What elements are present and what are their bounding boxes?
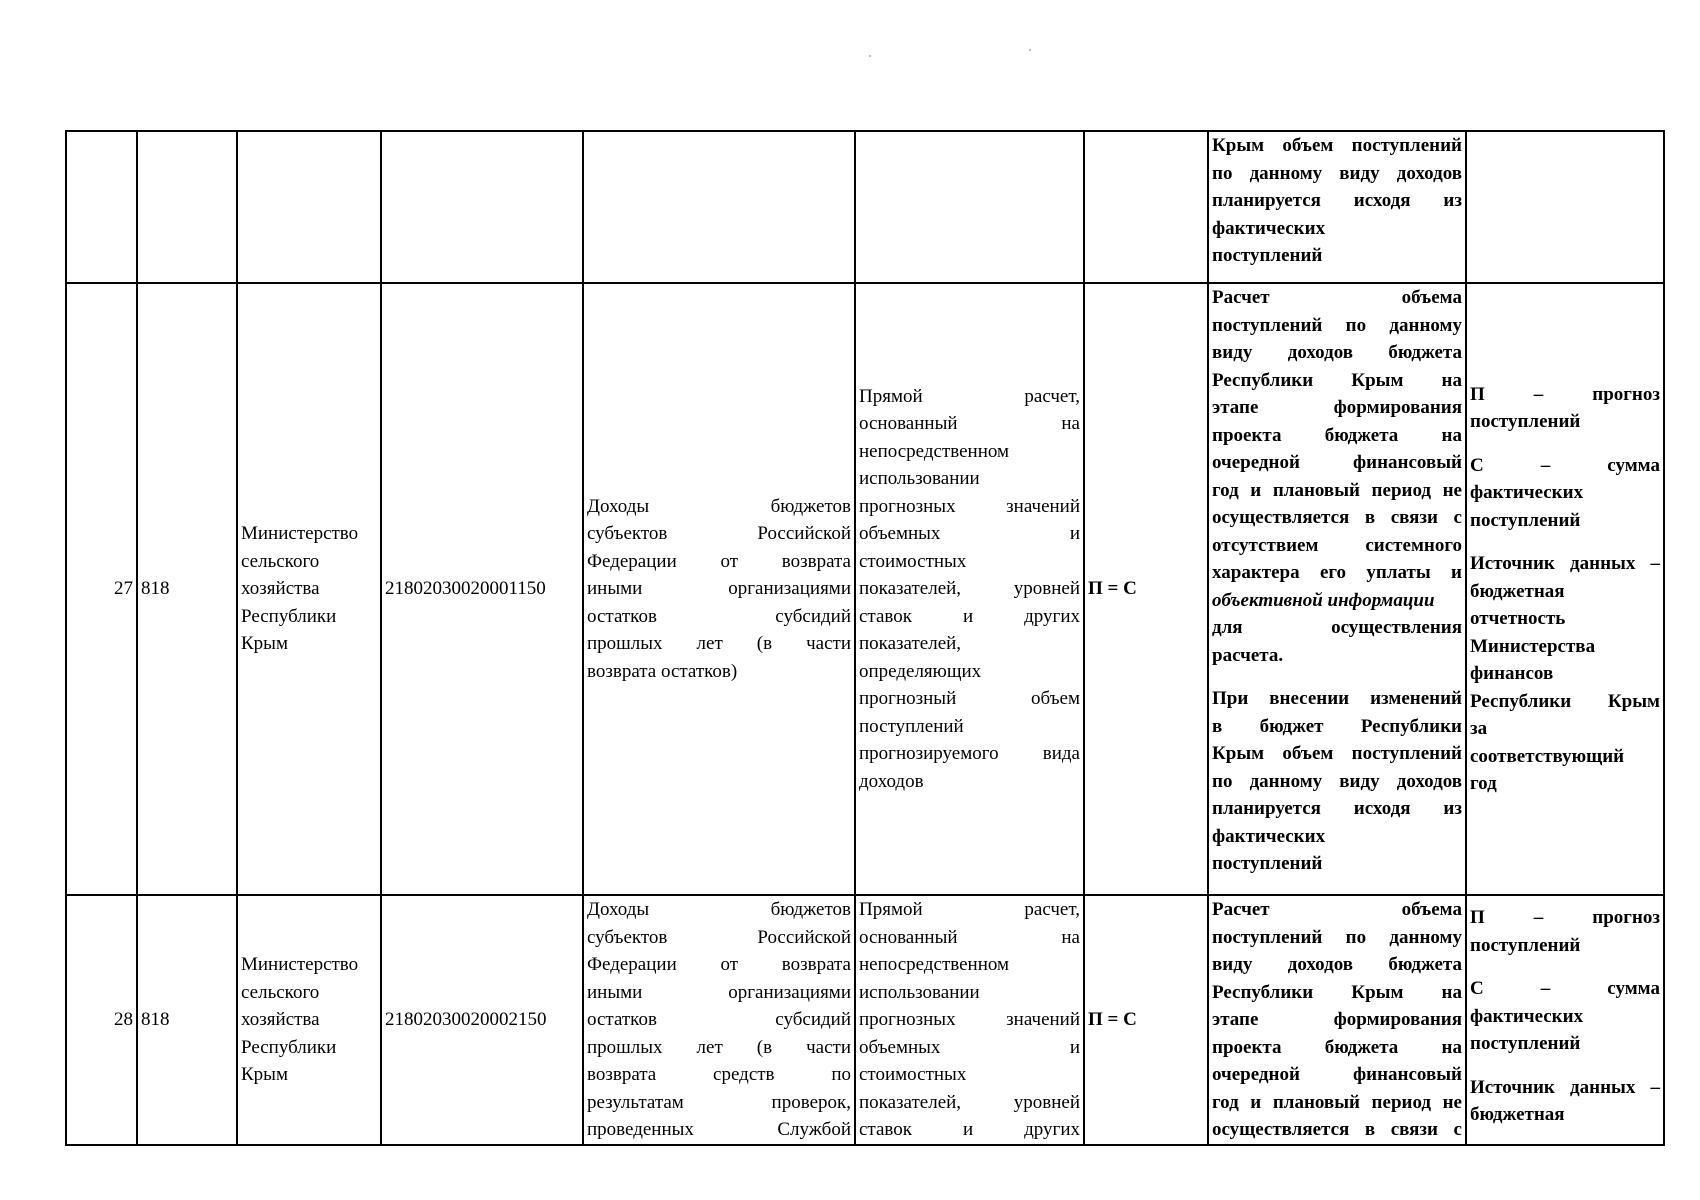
cell-algorithm — [1208, 283, 1466, 895]
ind-line: поступлений — [1470, 1033, 1581, 1054]
algo-line: этапе формирования — [1212, 1009, 1462, 1030]
algo-line: год и плановый период не — [1212, 479, 1462, 501]
algo-line: проекта бюджета на — [1212, 1036, 1462, 1058]
admin-line: Республики — [241, 1036, 337, 1058]
algorithm-paragraph-2 — [1212, 685, 1462, 878]
cell-formula — [1084, 131, 1208, 283]
cell-algorithm — [1208, 131, 1466, 283]
ind-line: отчетность — [1470, 608, 1566, 629]
table-row-27 — [66, 283, 1664, 895]
algo-line: поступлений по данному — [1212, 314, 1462, 336]
algo-line: осуществляется в связи с — [1212, 507, 1462, 528]
ind-line: Республики Крым — [1470, 690, 1660, 712]
algo-line: осуществляется в связи с — [1212, 1119, 1462, 1140]
algo-line: поступлений — [1212, 853, 1323, 874]
algo-line: Расчет объема — [1212, 287, 1462, 308]
algo-line: расчета. — [1212, 644, 1284, 666]
name-line: Доходы бюджетов — [587, 495, 851, 517]
method-line: стоимостных — [859, 1064, 967, 1085]
ind-line: Министерства — [1470, 635, 1596, 657]
ind-line: Источник данных – — [1470, 1076, 1660, 1098]
algo-line: очередной финансовый — [1212, 1064, 1462, 1085]
algo-line: Республики Крым на — [1212, 369, 1462, 391]
name-line: иными организациями — [587, 578, 851, 600]
ind-line: бюджетная — [1470, 1104, 1565, 1125]
ind-line: П – прогноз — [1470, 907, 1660, 928]
name-line: прошлых лет (в части — [587, 1036, 851, 1058]
algorithm-paragraph-1 — [1212, 284, 1462, 669]
name-line: субъектов Российской — [587, 523, 851, 545]
method-line: непосредственном — [859, 954, 1010, 975]
algo-line: год и плановый период не — [1212, 1091, 1462, 1113]
ind-line: бюджетная — [1470, 580, 1565, 602]
algo-line: проекта бюджета на — [1212, 424, 1462, 446]
algo-line: При внесении изменений — [1212, 688, 1462, 709]
cell-name — [583, 895, 855, 1145]
method-line: показателей, уровней — [859, 578, 1080, 600]
table-row-continuation — [66, 131, 1664, 283]
name-line: Доходы бюджетов — [587, 899, 851, 920]
algo-line: этапе формирования — [1212, 397, 1462, 418]
name-line: остатков субсидий — [587, 605, 851, 627]
algo-line: фактических — [1212, 825, 1326, 847]
algo-line: Крым объем поступлений — [1212, 135, 1462, 156]
algo-line: Расчет объема — [1212, 899, 1462, 920]
algo-line: планируется исходя из — [1212, 798, 1462, 819]
algo-line: планируется исходя из — [1212, 190, 1462, 211]
method-line: прогнозный объем — [859, 688, 1080, 710]
cell-indicators — [1466, 283, 1664, 895]
table-row-28 — [66, 895, 1664, 1145]
algo-line: характера его уплаты и — [1212, 562, 1462, 583]
method-line: Прямой расчет, — [859, 899, 1080, 920]
scan-specks — [0, 0, 1700, 130]
name-line: Федерации от возврата — [587, 550, 851, 572]
algo-line: по данному виду доходов — [1212, 162, 1462, 184]
ind-line: Источник данных – — [1470, 553, 1660, 574]
indicator-source — [1470, 550, 1660, 798]
name-line: прошлых лет (в части — [587, 633, 851, 655]
cell-formula: П = С — [1084, 283, 1208, 895]
cell-num — [66, 131, 137, 283]
admin-line: хозяйства — [241, 578, 320, 600]
method-line: основанный на — [859, 926, 1080, 948]
name-line: остатков субсидий — [587, 1009, 851, 1030]
cell-name — [583, 283, 855, 895]
name-line: Федерации от возврата — [587, 954, 851, 975]
indicator-source — [1470, 1074, 1660, 1129]
name-line: возврата остатков) — [587, 660, 738, 682]
algo-line: по данному виду доходов — [1212, 770, 1462, 792]
name-line: проведенных Службой — [587, 1119, 851, 1140]
algo-line-italic: объективной информации — [1212, 589, 1435, 611]
algo-line: Крым объем поступлений — [1212, 743, 1462, 764]
cell-kbk: 21802030020001150 — [381, 283, 583, 895]
method-line: показателей, уровней — [859, 1091, 1080, 1113]
name-line: возврата средств по — [587, 1064, 851, 1085]
cell-code — [137, 131, 237, 283]
cell-indicators — [1466, 131, 1664, 283]
cell-name — [583, 131, 855, 283]
cell-method — [855, 283, 1084, 895]
algo-line: для осуществления — [1212, 617, 1462, 638]
ind-line: за — [1470, 718, 1488, 739]
algo-line: фактических — [1212, 217, 1326, 239]
admin-line: Республики — [241, 605, 337, 627]
name-line: результатам проверок, — [587, 1091, 851, 1113]
method-line: непосредственном — [859, 440, 1010, 462]
algo-line: в бюджет Республики — [1212, 715, 1462, 737]
ind-line: фактических — [1470, 482, 1584, 503]
indicator-sum — [1470, 975, 1660, 1058]
algo-line: очередной финансовый — [1212, 452, 1462, 473]
cell-kbk: 21802030020002150 — [381, 895, 583, 1145]
ind-line: С – сумма — [1470, 454, 1660, 476]
admin-line: Крым — [241, 1064, 288, 1085]
method-line: объемных и — [859, 1036, 1080, 1058]
indicator-sum — [1470, 452, 1660, 535]
indicator-forecast — [1470, 381, 1660, 436]
algo-line: виду доходов бюджета — [1212, 954, 1462, 975]
algo-line: отсутствием системного — [1212, 534, 1462, 556]
cell-formula: П = С — [1084, 895, 1208, 1145]
method-line: использовании — [859, 981, 980, 1003]
cell-admin — [237, 895, 381, 1145]
cell-kbk — [381, 131, 583, 283]
cell-indicators — [1466, 895, 1664, 1145]
indicator-forecast — [1470, 904, 1660, 959]
method-line: объемных и — [859, 523, 1080, 545]
cell-num: 27 — [66, 283, 137, 895]
algo-line: поступлений по данному — [1212, 926, 1462, 948]
method-line: ставок и других — [859, 605, 1080, 627]
method-line: поступлений — [859, 715, 964, 737]
method-line: определяющих — [859, 660, 982, 682]
method-line: доходов — [859, 770, 924, 792]
cell-method — [855, 895, 1084, 1145]
method-line: прогнозных значений — [859, 1009, 1080, 1030]
ind-line: соответствующий — [1470, 745, 1625, 767]
algo-line: Республики Крым на — [1212, 981, 1462, 1003]
cell-admin — [237, 283, 381, 895]
admin-line: Министерство — [241, 954, 359, 975]
method-line: ставок и других — [859, 1119, 1080, 1140]
ind-line: поступлений — [1470, 411, 1581, 432]
method-line: прогнозных значений — [859, 495, 1080, 517]
ind-line: год — [1470, 773, 1497, 794]
admin-line: Крым — [241, 633, 288, 655]
method-line: основанный на — [859, 413, 1080, 435]
admin-line: сельского — [241, 550, 320, 572]
cell-code: 818 — [137, 895, 237, 1145]
method-line: показателей, — [859, 633, 962, 655]
name-line: субъектов Российской — [587, 926, 851, 948]
admin-line: сельского — [241, 981, 320, 1003]
ind-line: фактических — [1470, 1005, 1584, 1027]
method-line: стоимостных — [859, 550, 967, 572]
cell-algorithm — [1208, 895, 1466, 1145]
method-line: использовании — [859, 468, 980, 490]
cell-method — [855, 131, 1084, 283]
cell-code: 818 — [137, 283, 237, 895]
method-line: прогнозируемого вида — [859, 743, 1080, 765]
cell-num: 28 — [66, 895, 137, 1145]
cell-admin — [237, 131, 381, 283]
ind-line: поступлений — [1470, 934, 1581, 956]
algo-line: поступлений — [1212, 245, 1323, 266]
method-line: Прямой расчет, — [859, 385, 1080, 407]
name-line: иными организациями — [587, 981, 851, 1003]
admin-line: хозяйства — [241, 1009, 320, 1030]
algo-line: виду доходов бюджета — [1212, 342, 1462, 363]
admin-line: Министерство — [241, 523, 359, 545]
ind-line: С – сумма — [1470, 978, 1660, 999]
ind-line: финансов — [1470, 663, 1554, 684]
ind-line: поступлений — [1470, 509, 1581, 531]
ind-line: П – прогноз — [1470, 383, 1660, 405]
revenue-forecast-table — [65, 130, 1665, 1146]
